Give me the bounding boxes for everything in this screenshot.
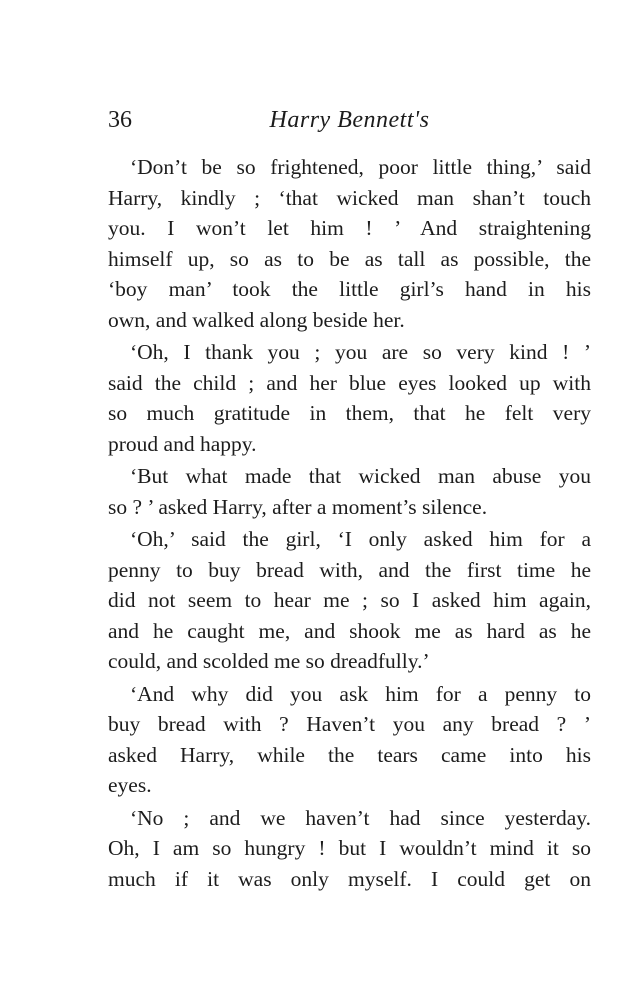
text-line: Harry, kindly ; ‘that wicked man shan’t touch bbox=[108, 185, 591, 210]
running-title: Harry Bennett's bbox=[269, 107, 430, 133]
text-line: ‘boy man’ took the little girl’s hand in his bbox=[108, 277, 591, 301]
text-line: ‘No ; and we haven’t had since yesterday. bbox=[130, 805, 591, 830]
text-line: did not seem to hear me ; so I asked him again, bbox=[108, 588, 591, 612]
text-line: ‘But what made that wicked man abuse you bbox=[130, 464, 591, 488]
text-line: so ? ’ asked Harry, after a moment’s silence. bbox=[108, 494, 488, 519]
text-line: ‘Don’t be so frightened, poor little thing,’ said bbox=[130, 155, 591, 179]
text-line: penny to buy bread with, and the first time he bbox=[108, 557, 591, 582]
text-line: proud and happy. bbox=[108, 431, 257, 456]
text-line: ‘And why did you ask him for a penny to bbox=[130, 681, 591, 706]
text-line: buy bread with ? Haven’t you any bread ? ’ bbox=[108, 712, 591, 736]
text-line: much if it was only myself. I could get on bbox=[108, 866, 591, 891]
body-text bbox=[108, 152, 591, 894]
page-number: 36 bbox=[108, 107, 132, 133]
text-line: you. I won’t let him ! ’ And straightening bbox=[108, 216, 591, 240]
text-line: said the child ; and her blue eyes looked up with bbox=[108, 370, 591, 395]
text-line: Oh, I am so hungry ! but I wouldn’t mind it so bbox=[108, 836, 591, 860]
text-line: so much gratitude in them, that he felt very bbox=[108, 401, 591, 425]
text-line: ‘Oh,’ said the girl, ‘I only asked him for a bbox=[130, 527, 591, 551]
text-line: own, and walked along beside her. bbox=[108, 307, 405, 332]
text-line: could, and scolded me so dreadfully.’ bbox=[108, 649, 430, 673]
text-line: ‘Oh, I thank you ; you are so very kind ! ’ bbox=[130, 340, 591, 364]
text-line: eyes. bbox=[108, 773, 152, 797]
running-head bbox=[108, 103, 591, 137]
text-line: and he caught me, and shook me as hard as he bbox=[108, 618, 591, 643]
text-line: himself up, so as to be as tall as possible, the bbox=[108, 246, 591, 271]
text-line: asked Harry, while the tears came into his bbox=[108, 742, 591, 767]
